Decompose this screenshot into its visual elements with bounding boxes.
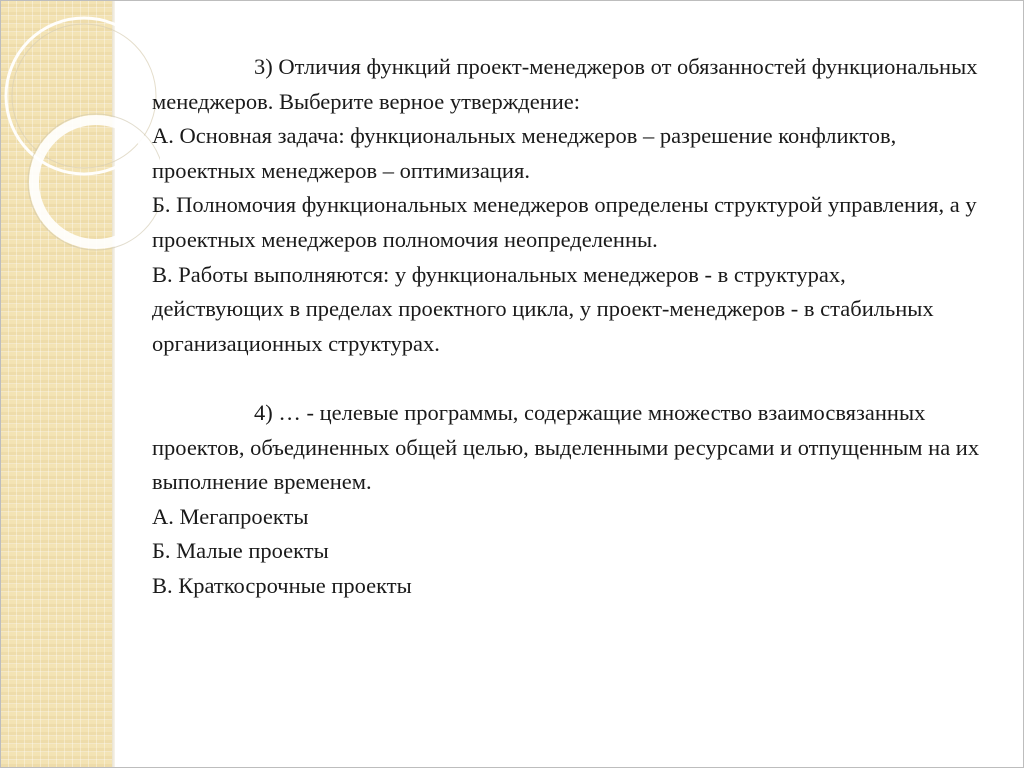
question-3-option-b: Б. Полномочия функциональных менеджеров определены структурой управления, а у проектных менеджеров полномочия неопределенны.: [152, 192, 977, 252]
question-3-prompt: 3) Отличия функций проект-менеджеров от обязанностей функциональных менеджеров. Выберите верное утверждение:: [152, 54, 978, 114]
question-4-option-a: А. Мегапроекты: [152, 503, 309, 529]
question-3-option-c: В. Работы выполняются: у функциональных менеджеров - в структурах, действующих в пределах проектного цикла, у проект-менеджеров - в стабильных организационных структурах.: [152, 261, 934, 356]
question-4-option-c: В. Краткосрочные проекты: [152, 572, 412, 598]
question-3-option-a: А. Основная задача: функциональных менеджеров – разрешение конфликтов, проектных менеджеров – оптимизация.: [152, 123, 897, 183]
question-4-prompt: 4) … - целевые программы, содержащие множество взаимосвязанных проектов, объединенных общей целью, выделенными ресурсами и отпущенным на их выполнение временем.: [152, 399, 980, 495]
question-4-option-b: Б. Малые проекты: [152, 538, 329, 564]
